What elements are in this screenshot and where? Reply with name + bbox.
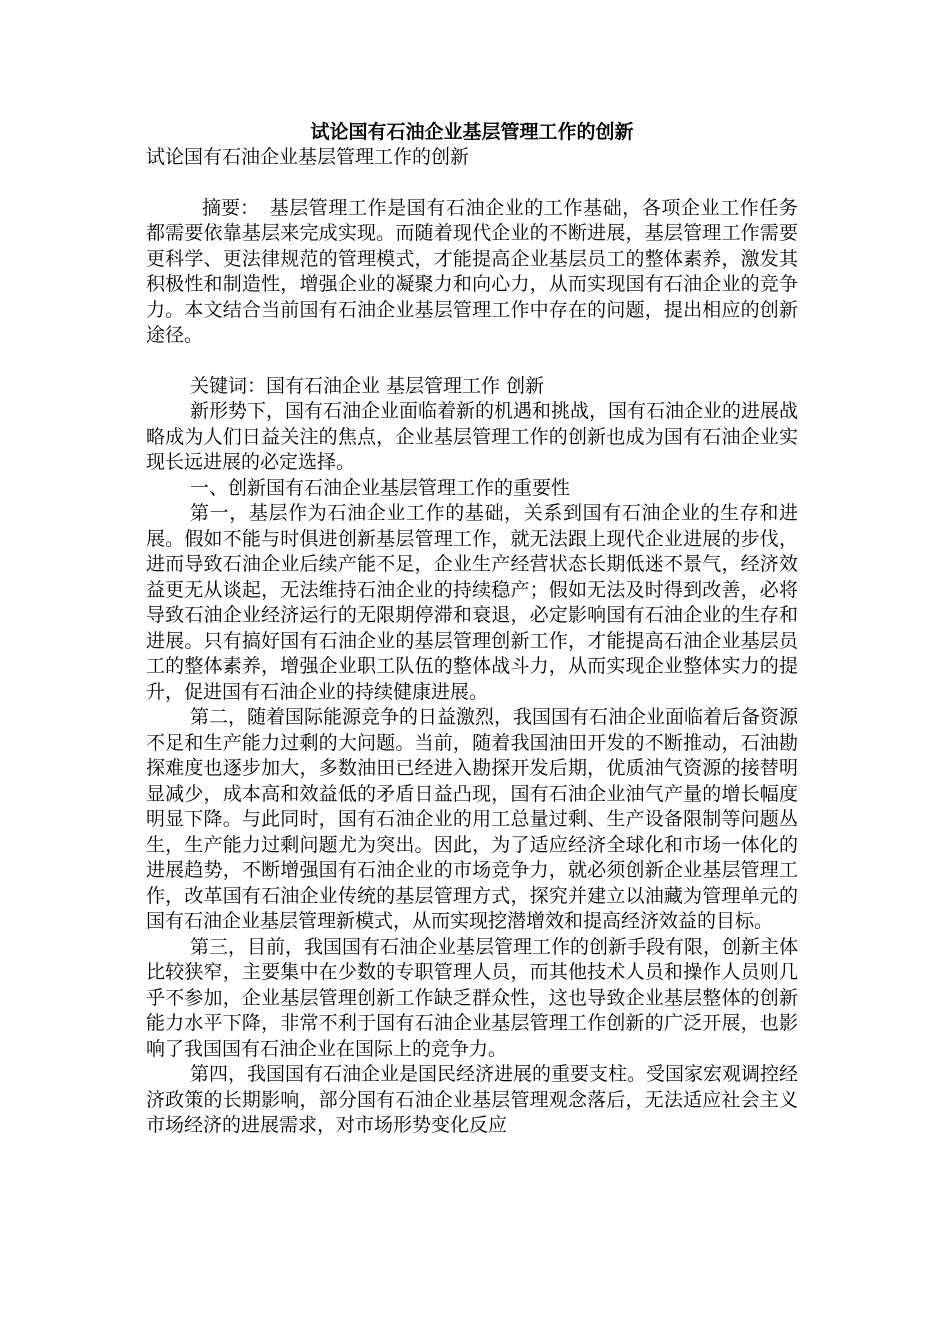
document-title: 试论国有石油企业基层管理工作的创新: [310, 121, 634, 143]
document-subtitle: 试论国有石油企业基层管理工作的创新: [146, 146, 470, 168]
paragraph-4: 第四，我国国有石油企业是国民经济进展的重要支柱。受国家宏观调控经济政策的长期影响，部分国有石油企业基层管理观念落后，无法适应社会主义市场经济的进展需求，对市场形势变化反应: [146, 1063, 799, 1136]
abstract-label: 摘要：: [202, 196, 260, 219]
intro-paragraph: 新形势下，国有石油企业面临着新的机遇和挑战，国有石油企业的进展战略成为人们日益关注的焦点，企业基层管理工作的创新也成为国有石油企业实现长远进展的必定选择。: [146, 400, 799, 473]
paragraph-2: 第二，随着国际能源竞争的日益激烈，我国国有石油企业面临着后备资源不足和生产能力过剩的大问题。当前，随着我国油田开发的不断推动，石油勘探难度也逐步加大，多数油田已经进入勘探开发后期，优质油气资源的接替明显减少，成本高和效益低的矛盾日益凸现，国有石油企业油气产量的增长幅度明显下降。与此同时，国有石油企业的用工总量过剩、生产设备限制等问题丛生，生产能力过剩问题尤为突出。因此，为了适应经济全球化和市场一体化的进展趋势，不断增强国有石油企业的市场竞争力，就必须创新企业基层管理工作，改革国有石油企业传统的基层管理方式，探究并建立以油藏为管理单元的国有石油企业基层管理新模式，从而实现挖潜增效和提高经济效益的目标。: [146, 706, 799, 932]
paragraph-1: 第一，基层作为石油企业工作的基础，关系到国有石油企业的生存和进展。假如不能与时俱进创新基层管理工作，就无法跟上现代企业进展的步伐，进而导致石油企业后续产能不足，企业生产经营状态长期低迷不景气，经济效益更无从谈起，无法维持石油企业的持续稳产；假如无法及时得到改善，必将导致石油企业经济运行的无限期停滞和衰退，必定影响国有石油企业的生存和进展。只有搞好国有石油企业的基层管理创新工作，才能提高石油企业基层员工的整体素养，增强企业职工队伍的整体战斗力，从而实现企业整体实力的提升，促进国有石油企业的持续健康进展。: [146, 502, 798, 703]
paragraph-3: 第三，目前，我国国有石油企业基层管理工作的创新手段有限，创新主体比较狭窄，主要集中在少数的专职管理人员，而其他技术人员和操作人员则几乎不参加，企业基层管理创新工作缺乏群众性，这也导致企业基层整体的创新能力水平下降，非常不利于国有石油企业基层管理工作创新的广泛开展，也影响了我国国有石油企业在国际上的竞争力。: [146, 935, 799, 1060]
section-heading: 一、创新国有石油企业基层管理工作的重要性: [190, 476, 571, 499]
abstract-text: 基层管理工作是国有石油企业的工作基础，各项企业工作任务都需要依靠基层来完成实现。而随着现代企业的不断进展，基层管理工作需要更科学、更法律规范的管理模式，才能提高企业基层员工的整体素养，激发其积极性和制造性，增强企业的凝聚力和向心力，从而实现国有石油企业的竞争力。本文结合当前国有石油企业基层管理工作中存在的问题，提出相应的创新途径。: [146, 196, 798, 346]
keywords-line: 关键词：国有石油企业 基层管理工作 创新: [190, 374, 545, 397]
abstract-paragraph: [146, 196, 798, 349]
